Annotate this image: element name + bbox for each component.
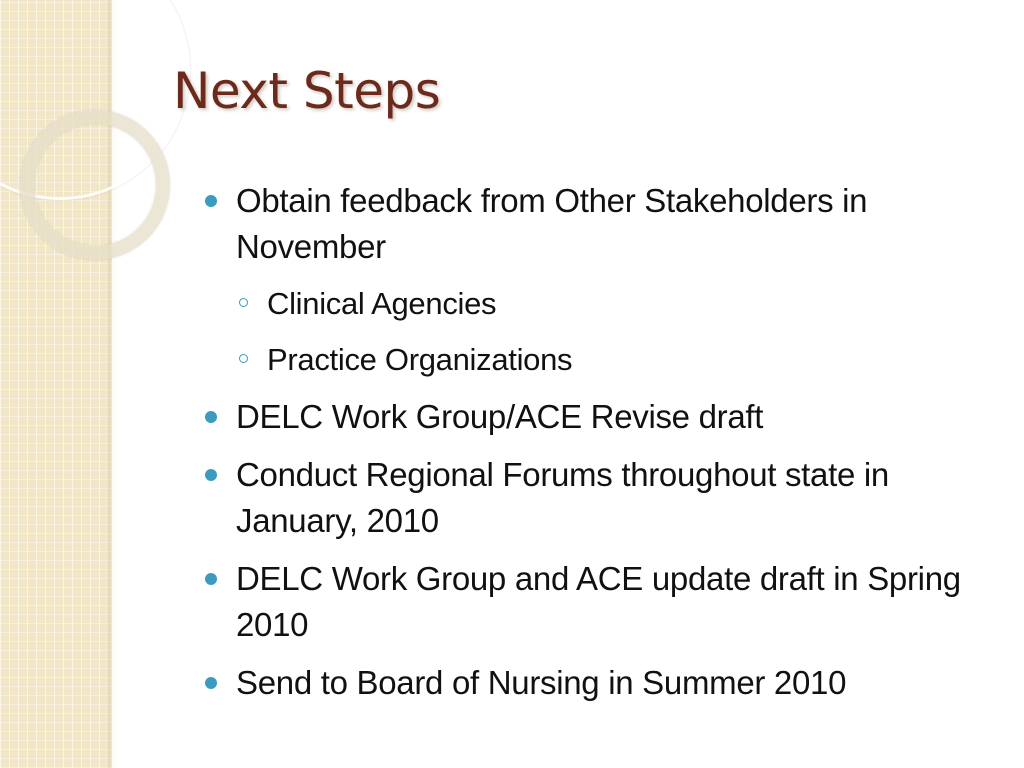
bullet-item: [205, 556, 995, 648]
bullet-item: [205, 452, 995, 544]
bullet-item: [205, 394, 995, 440]
sub-bullet-circle-icon: [239, 354, 248, 363]
decorative-ring-small: [20, 110, 170, 260]
slide-title: Next Steps: [173, 62, 441, 120]
sub-bullet-item: [239, 338, 995, 382]
sub-bullet-text: Practice Organizations: [267, 342, 573, 377]
bullet-text: DELC Work Group/ACE Revise draft: [236, 398, 764, 435]
bullet-list: [205, 178, 995, 718]
bullet-dot-icon: [205, 195, 217, 207]
bullet-text: Send to Board of Nursing in Summer 2010: [236, 664, 847, 701]
bullet-item: [205, 660, 995, 706]
sub-bullet-circle-icon: [239, 298, 248, 307]
bullet-dot-icon: [205, 411, 217, 423]
bullet-text: DELC Work Group and ACE update draft in Spring 2010: [236, 560, 961, 643]
bullet-dot-icon: [205, 677, 217, 689]
bullet-dot-icon: [205, 469, 217, 481]
bullet-item: [205, 178, 995, 270]
sub-bullet-item: [239, 282, 995, 326]
bullet-text: Obtain feedback from Other Stakeholders in November: [236, 182, 868, 265]
bullet-text: Conduct Regional Forums throughout state in January, 2010: [236, 456, 889, 539]
bullet-dot-icon: [205, 573, 217, 585]
sub-bullet-text: Clinical Agencies: [267, 286, 497, 321]
